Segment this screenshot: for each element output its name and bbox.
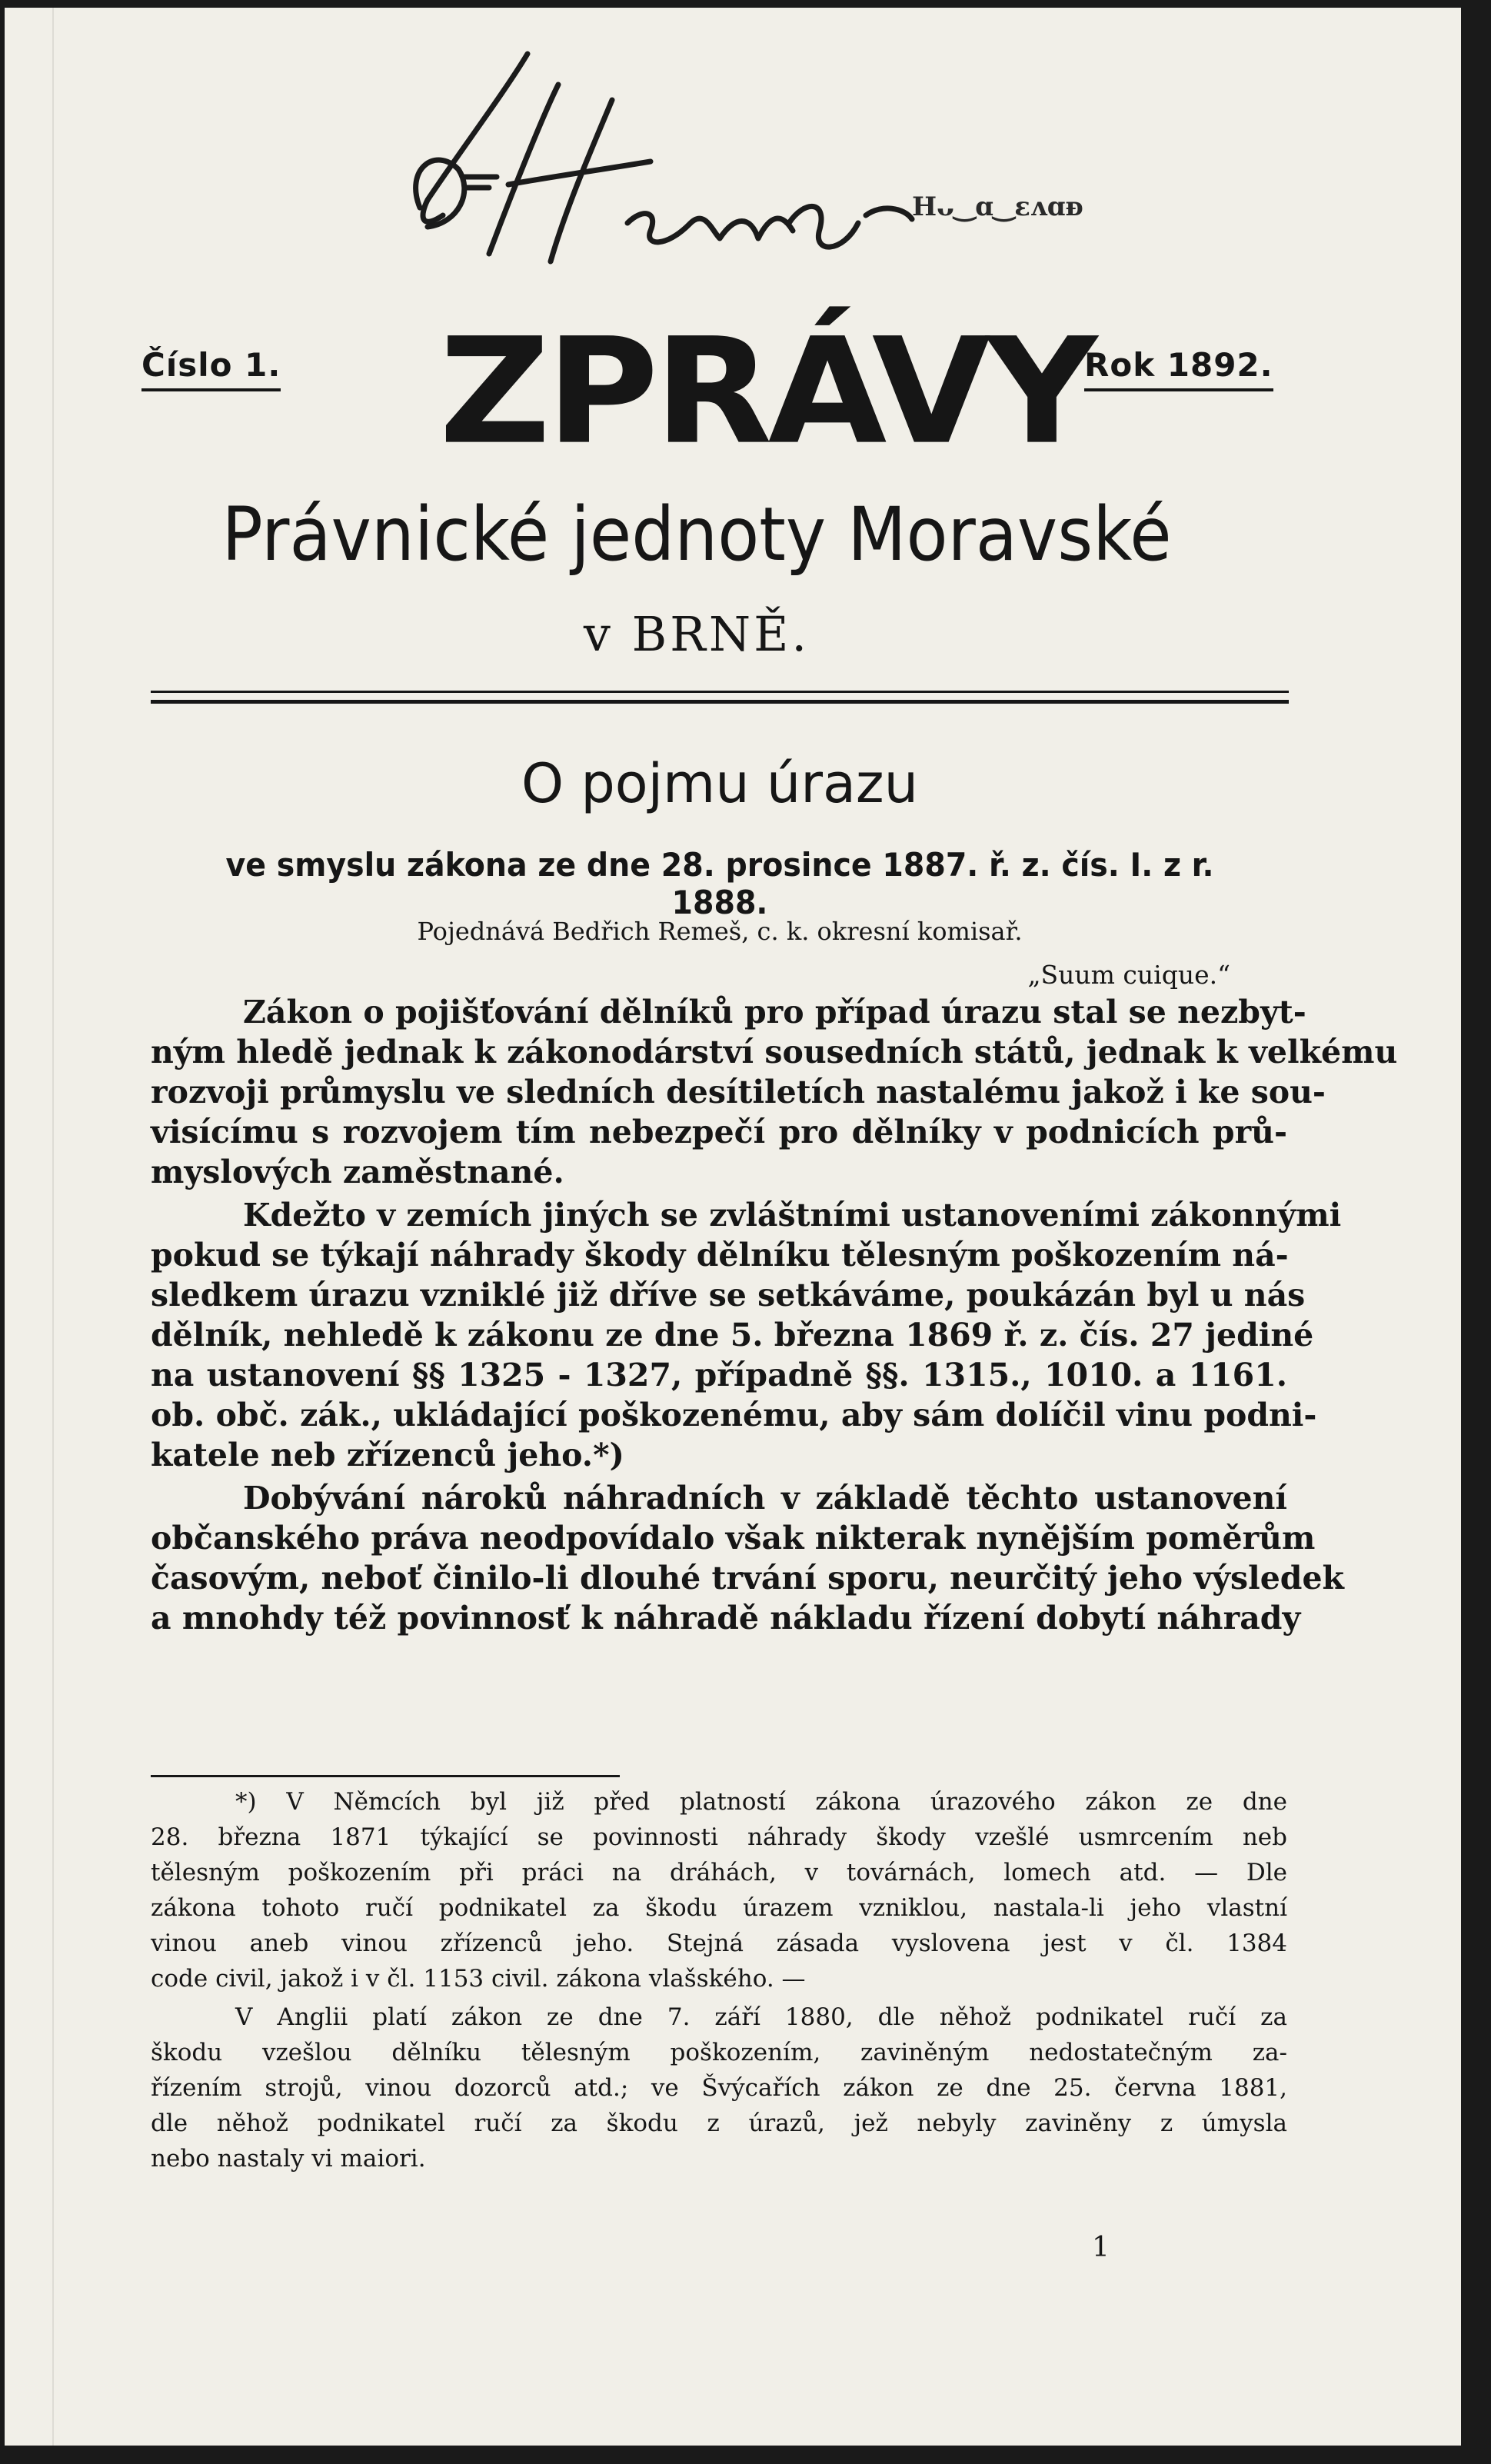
footnote-line: tělesným poškozením při práci na dráhách, v továrnách, lomech atd. — Dle — [151, 1859, 1287, 1886]
body-line: visícímu s rozvojem tím nebezpečí pro dělníky v podnicích prů- — [151, 1114, 1287, 1150]
double-rule-top — [151, 691, 1289, 693]
footnote-rule — [151, 1775, 620, 1777]
page-number: 1 — [1092, 2232, 1110, 2263]
footnote-line: *) V Němcích byl již před platností zákona úrazového zákon ze dne — [235, 1788, 1287, 1816]
double-rule-bottom — [151, 700, 1289, 704]
body-line: sledkem úrazu vzniklé již dříve se setkáváme, poukázán byl u nás — [151, 1277, 1306, 1314]
article-motto: „Suum cuique.“ — [1027, 960, 1230, 990]
masthead-title: ZPRÁVY — [439, 306, 1093, 478]
article-subtitle: ve smyslu zákona ze dne 28. prosince 1887. ř. z. čís. I. z r. 1888. — [225, 846, 1214, 921]
issue-year: Rok 1892. — [1084, 346, 1273, 391]
footnote-line: škodu vzešlou dělníku tělesným poškozením, zaviněným nedostatečným za- — [151, 2039, 1287, 2066]
handwritten-signature — [374, 23, 1143, 300]
footnote-line: dle něhož podnikatel ručí za škodu z úrazů, jež nebyly zaviněny z úmysla — [151, 2109, 1287, 2137]
body-line: ob. obč. zák., ukládající poškozenému, aby sám dolíčil vinu podni- — [151, 1397, 1317, 1433]
body-line: ným hledě jednak k zákonodárství sousedních států, jednak k velkému — [151, 1034, 1398, 1071]
footnote-line: zákona tohoto ručí podnikatel za škodu úrazem vzniklou, nastala-li jeho vlastní — [151, 1894, 1287, 1922]
body-line: časovým, neboť činilo-li dlouhé trvání sporu, neurčitý jeho výsledek — [151, 1560, 1344, 1597]
body-line: Dobývání nároků náhradních v základě těchto ustanovení — [243, 1480, 1287, 1517]
issue-number: Číslo 1. — [141, 346, 281, 391]
masthead-subtitle: Právnické jednoty Moravské — [221, 491, 1172, 578]
footnote-line: V Anglii platí zákon ze dne 7. září 1880, dle něhož podnikatel ručí za — [235, 2003, 1287, 2031]
footnote-line: code civil, jakož i v čl. 1153 civil. zákona vlašského. — — [151, 1965, 806, 1993]
body-line: myslových zaměstnané. — [151, 1154, 564, 1190]
footnote-line: řízením strojů, vinou dozorců atd.; ve Švýcařích zákon ze dne 25. června 1881, — [151, 2074, 1287, 2102]
body-line: a mnohdy též povinnosť k náhradě nákladu řízení dobytí náhrady — [151, 1600, 1301, 1637]
article-author: Pojednává Bedřich Remeš, c. k. okresní komisař. — [417, 917, 1023, 946]
body-line: dělník, nehledě k zákonu ze dne 5. března 1869 ř. z. čís. 27 jediné — [151, 1317, 1314, 1354]
body-line: Zákon o pojišťování dělníků pro případ úrazu stal se nezbyt- — [243, 994, 1306, 1031]
handwritten-fragment: Hᴗ‿ɑ‿ɛᴧɑᴆ — [912, 191, 1083, 222]
footnote-line: nebo nastaly vi maiori. — [151, 2145, 426, 2173]
body-line: rozvoji průmyslu ve sledních desítiletích nastalému jakož i ke sou- — [151, 1074, 1326, 1110]
masthead-city: v BRNĚ. — [583, 606, 810, 662]
body-line: na ustanovení §§ 1325 - 1327, případně §§. 1315., 1010. a 1161. — [151, 1357, 1287, 1393]
document-page — [5, 8, 1461, 2446]
footnote-line: vinou aneb vinou zřízenců jeho. Stejná zásada vyslovena jest v čl. 1384 — [151, 1930, 1287, 1957]
body-line: Kdežto v zemích jiných se zvláštními ustanoveními zákonnými — [243, 1197, 1342, 1234]
body-line: občanského práva neodpovídalo však nikterak nynějším poměrům — [151, 1520, 1316, 1557]
body-line: pokud se týkají náhrady škody dělníku tělesným poškozením ná- — [151, 1237, 1289, 1274]
article-title: O pojmu úrazu — [521, 752, 918, 815]
body-line: katele neb zřízenců jeho.*) — [151, 1437, 624, 1473]
footnote-line: 28. března 1871 týkající se povinnosti náhrady škody vzešlé usmrcením neb — [151, 1823, 1287, 1851]
page-crease — [52, 8, 54, 2446]
